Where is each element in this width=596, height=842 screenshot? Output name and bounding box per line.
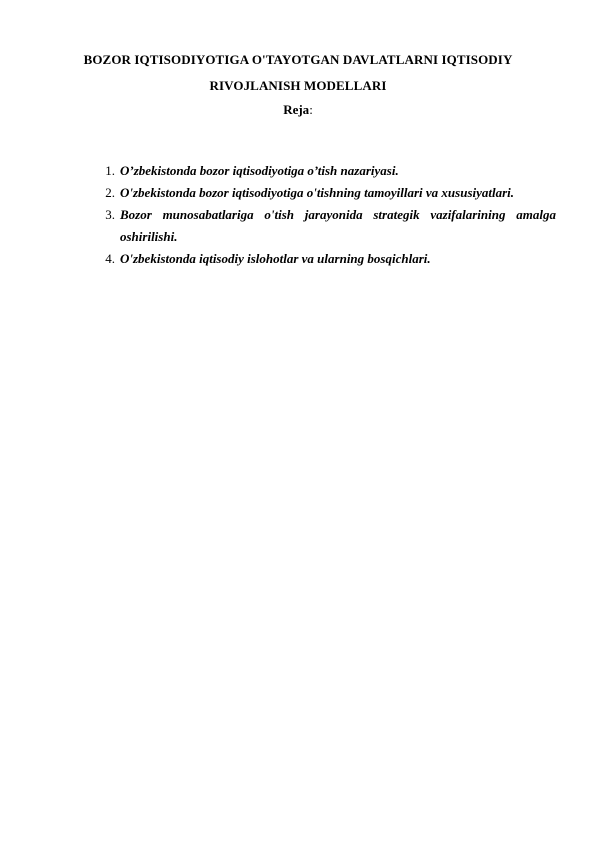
plan-item	[0, 160, 596, 182]
plan-item-number: 3.	[105, 207, 115, 222]
plan-item-number: 4.	[105, 251, 115, 266]
plan-item-text: Bozor munosabatlariga o'tish jarayonida strategik vazifalarining amalga oshirilishi.	[120, 207, 556, 244]
plan-item	[0, 182, 596, 204]
plan-item	[0, 248, 596, 270]
plan-item-text: O’zbekistonda bozor iqtisodiyotiga o’tish nazariyasi.	[120, 163, 399, 178]
plan-item-text: O'zbekistonda iqtisodiy islohotlar va ularning bosqichlari.	[120, 251, 431, 266]
document-title-line-2: RIVOJLANISH MODELLARI	[209, 78, 387, 93]
plan-item	[0, 204, 596, 248]
plan-list	[0, 160, 596, 270]
plan-label: Reja	[283, 102, 310, 117]
plan-heading	[0, 102, 596, 118]
document-title-line-1: BOZOR IQTISODIYOTIGA O'TAYOTGAN DAVLATLARNI IQTISODIY	[83, 52, 513, 67]
plan-colon: :	[309, 102, 313, 117]
plan-item-text: O'zbekistonda bozor iqtisodiyotiga o'tishning tamoyillari va xususiyatlari.	[120, 185, 515, 200]
plan-item-number: 2.	[105, 185, 115, 200]
plan-item-number: 1.	[105, 163, 115, 178]
